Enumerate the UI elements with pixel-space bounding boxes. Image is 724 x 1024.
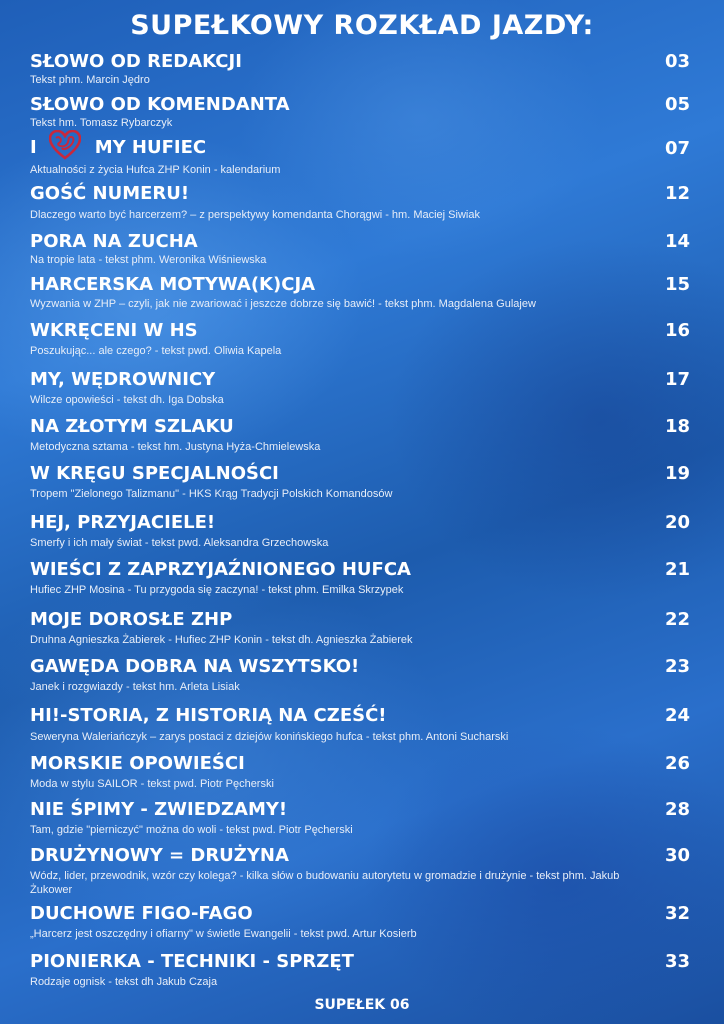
entry-heading: SŁOWO OD KOMENDANTA [30, 94, 290, 115]
entry-subtitle: Tekst hm. Tomasz Rybarczyk [30, 117, 173, 129]
entry-heading-heart [30, 136, 206, 160]
entry-subtitle: Metodyczna sztama - tekst hm. Justyna Hyża-Chmielewska [30, 441, 321, 453]
entry-page-number: 07 [664, 138, 690, 159]
entry-heading: GOŚĆ NUMERU! [30, 183, 190, 204]
entry-subtitle: Poszukując... ale czego? - tekst pwd. Oliwia Kapela [30, 345, 282, 357]
entry-subtitle: Na tropie lata - tekst phm. Weronika Wiśniewska [30, 254, 267, 266]
entry-heading-suffix: MY HUFIEC [94, 137, 207, 158]
entry-heading: SŁOWO OD REDAKCJI [30, 51, 242, 72]
entry-subtitle: Wódz, lider, przewodnik, wzór czy kolega? - kilka słów o budowaniu autorytetu w gromadzie i drużynie - tekst phm. Jakub Żukower [30, 870, 620, 896]
entry-heading-prefix: I [30, 137, 37, 158]
entry-subtitle: Aktualności z życia Hufca ZHP Konin - kalendarium [30, 164, 281, 176]
entry-page-number: 05 [664, 94, 690, 115]
entry-page-number: 14 [664, 231, 690, 252]
entry-page-number: 23 [664, 656, 690, 677]
entry-page-number: 30 [664, 845, 690, 866]
entry-page-number: 17 [664, 369, 690, 390]
entry-heading: HEJ, PRZYJACIELE! [30, 512, 216, 533]
page-title: SUPEŁKOWY ROZKŁAD JAZDY: [130, 10, 594, 41]
entry-heading: NIE ŚPIMY - ZWIEDZAMY! [30, 799, 288, 820]
entry-heading: HARCERSKA MOTYWA(K)CJA [30, 274, 316, 295]
entry-page-number: 18 [664, 416, 690, 437]
entry-subtitle: Hufiec ZHP Mosina - Tu przygoda się zaczyna! - tekst phm. Emilka Skrzypek [30, 584, 404, 596]
entry-heading: MOJE DOROSŁE ZHP [30, 609, 233, 630]
entry-subtitle: Druhna Agnieszka Żabierek - Hufiec ZHP Konin - tekst dh. Agnieszka Żabierek [30, 634, 413, 646]
entry-page-number: 28 [664, 799, 690, 820]
table-of-contents [0, 47, 724, 997]
entry-page-number: 32 [664, 903, 690, 924]
entry-heading: NA ZŁOTYM SZLAKU [30, 416, 234, 437]
entry-heading: HI!-STORIA, Z HISTORIĄ NA CZEŚĆ! [30, 705, 387, 726]
entry-heading: MY, WĘDROWNICY [30, 369, 216, 390]
entry-heading: PORA NA ZUCHA [30, 231, 198, 252]
entry-page-number: 03 [664, 51, 690, 72]
entry-page-number: 33 [664, 951, 690, 972]
entry-page-number: 20 [664, 512, 690, 533]
entry-subtitle: Wilcze opowieści - tekst dh. Iga Dobska [30, 394, 224, 406]
entry-subtitle: Tam, gdzie "pierniczyć" można do woli - tekst pwd. Piotr Pęcherski [30, 824, 353, 836]
entry-heading: WKRĘCENI W HS [30, 320, 198, 341]
entry-subtitle: Dlaczego warto być harcerzem? – z perspektywy komendanta Chorągwi - hm. Maciej Siwiak [30, 209, 480, 221]
entry-page-number: 24 [664, 705, 690, 726]
entry-subtitle: Janek i rozgwiazdy - tekst hm. Arleta Lisiak [30, 681, 240, 693]
entry-subtitle: Moda w stylu SAILOR - tekst pwd. Piotr Pęcherski [30, 778, 274, 790]
entry-heading: W KRĘGU SPECJALNOŚCI [30, 463, 279, 484]
entry-page-number: 22 [664, 609, 690, 630]
entry-heading: MORSKIE OPOWIEŚCI [30, 753, 245, 774]
entry-subtitle: Tekst phm. Marcin Jędro [30, 74, 150, 86]
entry-heading: PIONIERKA - TECHNIKI - SPRZĘT [30, 951, 354, 972]
entry-subtitle: Smerfy i ich mały świat - tekst pwd. Aleksandra Grzechowska [30, 537, 329, 549]
entry-page-number: 12 [664, 183, 690, 204]
entry-page-number: 15 [664, 274, 690, 295]
entry-subtitle: „Harcerz jest oszczędny i ofiarny" w świetle Ewangelii - tekst pwd. Artur Kosierb [30, 928, 417, 940]
entry-heading: DRUŻYNOWY = DRUŻYNA [30, 845, 289, 866]
entry-heading: WIEŚCI Z ZAPRZYJAŹNIONEGO HUFCA [30, 559, 411, 580]
entry-subtitle: Rodzaje ognisk - tekst dh Jakub Czaja [30, 976, 218, 988]
entry-heading: GAWĘDA DOBRA NA WSZYTSKO! [30, 656, 360, 677]
entry-page-number: 21 [664, 559, 690, 580]
entry-page-number: 19 [664, 463, 690, 484]
entry-heading: DUCHOWE FIGO-FAGO [30, 903, 253, 924]
heart-icon [49, 130, 81, 160]
entry-subtitle: Seweryna Waleriańczyk – zarys postaci z dziejów konińskiego hufca - tekst phm. Antoni Sucharski [30, 731, 509, 743]
magazine-issue-footer: SUPEŁEK 06 [314, 997, 410, 1013]
entry-page-number: 16 [664, 320, 690, 341]
entry-subtitle: Wyzwania w ZHP – czyli, jak nie zwariować i jeszcze dobrze się bawić! - tekst phm. Magdalena Gulajew [30, 298, 536, 310]
entry-page-number: 26 [664, 753, 690, 774]
entry-subtitle: Tropem "Zielonego Talizmanu" - HKS Krąg Tradycji Polskich Komandosów [30, 488, 393, 500]
